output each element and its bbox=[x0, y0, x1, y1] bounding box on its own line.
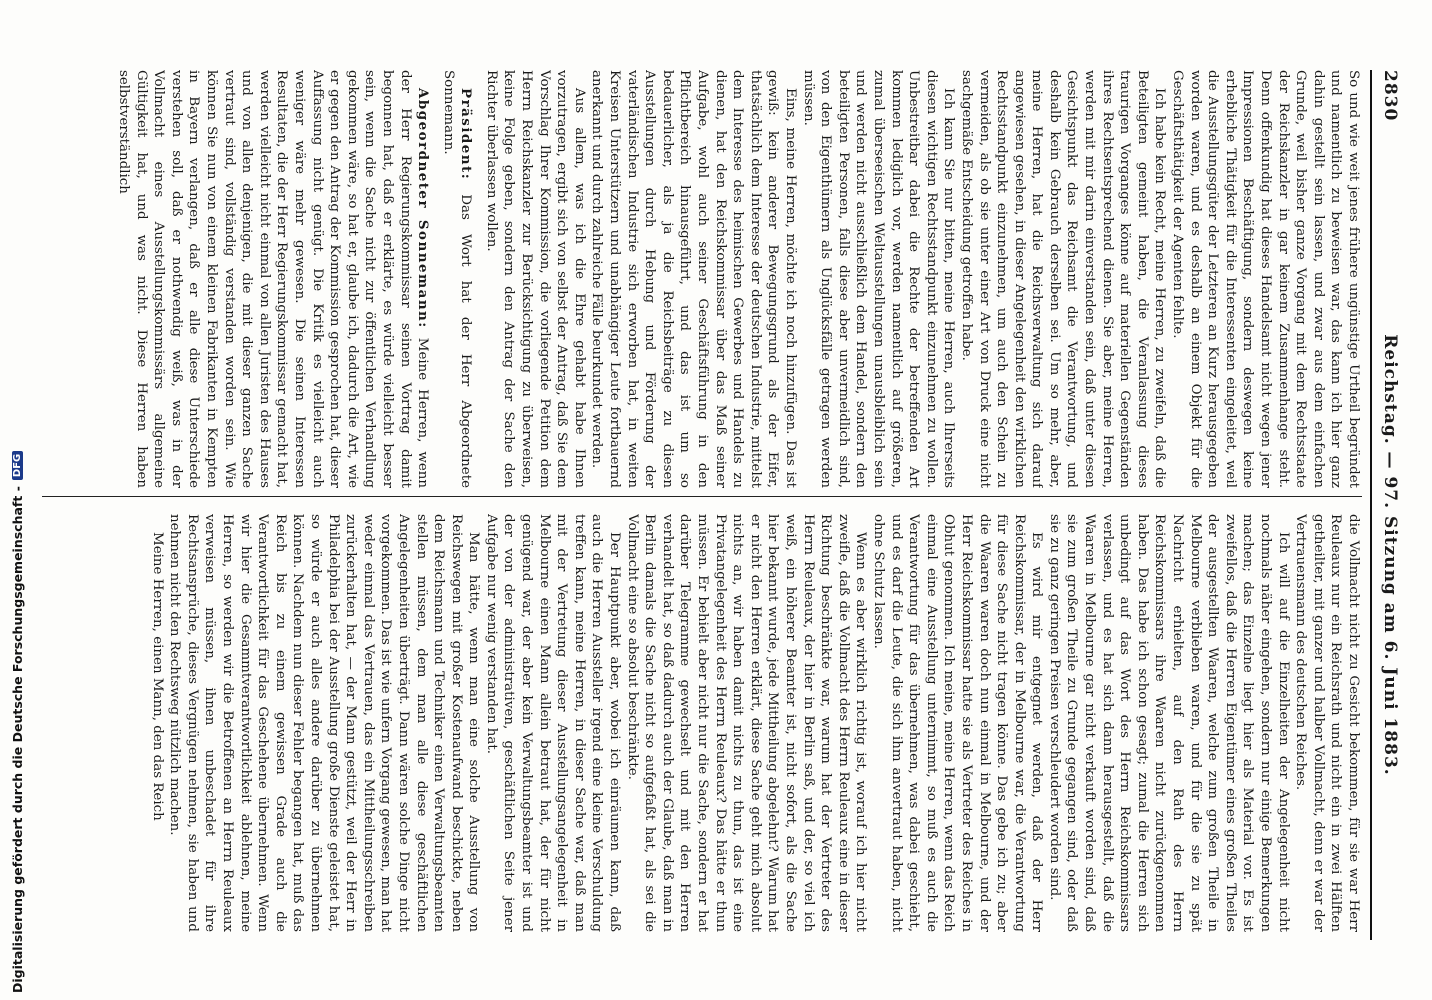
paragraph: Aus allem, was ich die Ehre gehabt habe Ihnen vorzutragen, ergibt sich von selbst der Antrag, daß Sie dem Vorschlag Ihrer Kommission, die vorliegende Petition dem Herrn Reichskanzler zur Berücksichtigung zu überweisen, keine Folge geben, sondern den Antrag der Sache den Richter überlassen wollen. bbox=[483, 70, 587, 488]
paragraph: Meine Herren, einen Mann, den das Reich bbox=[149, 532, 165, 821]
paragraph: Eins, meine Herren, möchte ich noch hinzufügen. Das ist gewiß: kein anderer Bewegungsgrund als der Eifer, thatsächlich dem Interesse der deutschen Industrie, mittelst dem Interesse des heimischen Gewerbes und Handels zu dienen, hat den Reichskommissar über das Maß seiner Aufgabe, wohl auch seiner Geschäftsführung in den Pflichtbereich hinausgeführt, und das ist um so bedauerlicher, als ja die Reichsbeiträge zu diesen Ausstellungen durch Hebung und Förderung der vaterländischen Industrie sich erworben hat, in weiten Kreisen Unterstützern und unabhängiger Leute fortbauernd anerkannt und durch zahlreiche Fälle beurkundet werden. bbox=[589, 70, 798, 488]
dfg-logo: DFG bbox=[12, 451, 23, 480]
president-remark: Präsident: Das Wort hat der Herr Abgeordnete Sonnemann. bbox=[440, 70, 475, 488]
paragraph: Es wird mir entgegnet werden, daß der Herr Reichskommissar, der in Melbourne war, die Verantwortung für diese Sache nicht tragen könne. Das gebe ich zu; aber die Waaren waren doch nun einmal in Melbourne, und der Herr Reichskommissar hatte sie als Vertreter des Reiches in Obhut genommen. Ich meine, meine Herren, wenn das Reich einmal eine Ausstellung unternimmt, so muß es auch die Verantwortung für das übernehmen, was dabei geschieht, und es darf die Leute, die sich ihm anvertraut haben, nicht ohne Schutz lassen. bbox=[870, 514, 1045, 932]
paragraph: Ich habe kein Recht, meine Herren, zu zweifeln, daß die Beteiligten gemeint haben, die Veranlassung dieses traurigen Vorganges könne auf materiellen Gegenständen ihres Rechtsentsprechend dienen. Sie aber, meine Herren, werden mit mir darin einverstanden sein, daß unter diesen Gesichtspunkt das Reichsamt die Verantwortung, und deshalb kein Gebrauch derselben sei. Um so mehr, aber, meine Herren, hat die Reichsverwaltung sich darauf angewiesen gesehen, in dieser Angelegenheit den wirklichen Rechtsstandpunkt einzunehmen, um auch den Schein zu vermeiden, als ob sie unter einer Art von Druck eine nicht sachgemäße Entscheidung getroffen habe. bbox=[958, 70, 1168, 488]
paragraph: Man hätte, wenn man eine solche Ausstellung von Reichswegen mit großer Kostenaufwand beschickte, neben dem Reichsmann und Techniker einen Verwaltungsbeamten stellen müssen, dem man alle diese geschäftlichen Angelegenheiten überträgt. Dann wären solche Dinge nicht vorgekommen. Das ist wie unfern Vorgang gewesen, man hat weder einmal das Vertrauen, das ein Mittheilungsschreiben zurückerhalten hat, — der Mann gestützt, weil der Herr in Philadelphia bei der Ausstellung große Dienste geleistet hat, so würde er auch alles andere darüber zu übernehmen können. Nachdem nun dieser Fehler begangen hat, muß das Reich bis zu einem gewissen Grade auch die Verantwortlichkeit für das Geschehene übernehmen. Wenn wir hier die Gesammtverantwortlichkeit ablehnen, meine Herren, so werden wir die Betroffenen an Herrn Reuleaux verweisen müssen, ihnen unbeschadet für ihre Rechtsansprüche, dieses Vergnügen nehmen, sie haben und nehmen nicht den Rechtsweg nützlich machen. bbox=[167, 514, 482, 932]
running-title: Reichstag. — 97. Sitzung am 6. Juni 1883. bbox=[1380, 334, 1400, 776]
header-rule bbox=[1370, 70, 1372, 940]
left-column bbox=[32, 70, 1362, 488]
paragraph: Ich kann Sie nur bitten, meine Herren, auch Ihrerseits diesen wichtigen Rechtsstandpunkt einzunehmen zu wollen. Unbestreitbar dabei die Rechte der betreffenden Art kommen lediglich vor, werden namentlich auf größeren, zumal überseeischen Weltausstellungen unausbleiblich sein und werden nicht ausschließlich dem Handel, sondern den beteiligten Personen, falls diese aber unvermeidlich sind, von den Eigenthümern als Unglücksfälle getragen werden müssen. bbox=[800, 70, 957, 488]
paragraph: Der Hauptpunkt aber, wobei ich einräumen kann, daß auch die Herren Aussteller irgend eine kleine Verschuldung treffen kann, meine Herren, in dieser Sache war, daß man mit der Vertretung dieser Ausstellungsangelegenheit in Melbourne einen Mann allein betraut hat, der für nicht genügend war, der aber kein Verwaltungsbeamter ist und der von der administrativen, geschäftlichen Seite jener Aufgabe nur wenig verstanden hat. bbox=[483, 514, 623, 932]
speech-sonnemann: Abgeordneter Sonnemann: Meine Herren, wenn der Herr Regierungskommissar seinen Vortrag damit begonnen hat, daß er erklärte, es würde vielleicht besser sein, wenn die Sache nicht zur öffentlichen Verhandlung gekommen wäre, so hat er, glaube ich, dadurch die Art, wie er gegen den Antrag der Kommission gesprochen hat, dieser Auffassung nicht genügt. Die Kritik es vielleicht auch weniger wäre mehr gewesen. Die seinen Interessen Resultaten, die der Herr Regierungskommissar gemacht hat, werden vielleicht nicht einmal von allen Juristen des Hauses und von allen denjenigen, die mit dieser ganzen Sache vertraut sind, vollständig verstanden worden sein. Wie können Sie nun von einem kleinen Fabrikanten in Kempten in Bayern verlangen, daß er alle diese Unterschiede verstehen soll, daß er nothwendig weiß, was in der Vollmacht eines Ausstellungskommissärs allgemeine Gültigkeit hat, und was nicht. Diese Herren haben selbstverständlich bbox=[116, 70, 432, 488]
digitization-credit bbox=[9, 13, 25, 993]
column-divider bbox=[42, 496, 1362, 497]
credit-text: Digitalisierung gefördert durch die Deutsche Forschungsgemeinschaft - bbox=[9, 486, 25, 993]
page-number: 2830 bbox=[1380, 70, 1400, 122]
paragraph: Ich will auf die Einzelheiten der Angelegenheit nicht nochmals näher eingehen, sondern nur einige Bemerkungen machen; das Einzelne liegt hier als Material vor. Es ist zweifellos, daß die Herren Eigentümer eines großen Theiles der ausgestellten Waaren, welche zum großen Theile in Melbourne verblieben waren, und für die sie zu spät Nachricht erhielten, auf den Rath des Herrn Reichskommissars ihre Waaren nicht zurückgenommen haben. Das habe ich schon gesagt; zumal die Herren sich unbedingt auf das Wort des Herrn Reichskommissars verlassen, und es hat sich dann herausgestellt, daß die Waaren in Melbourne gar nicht verkauft worden sind, daß sie zum großen Theile zu Grunde gegangen sind, oder daß sie zu ganz geringen Preisen verschleudert worden sind. bbox=[1046, 514, 1291, 932]
paragraph: Wenn es aber wirklich richtig ist, worauf ich hier nicht zweifle, daß die Vollmacht des Herrn Reuleaux eine in dieser Richtung beschränkte war, warum hat der Vertreter des Herrn Reuleaux, der hier in Berlin saß, und der, so viel ich weiß, ein höherer Beamter ist, nicht sofort, als die Sache hier bekannt wurde, jede Mittheilung abgelehnt? Warum hat er nicht den Herren erklärt, diese Sache geht mich absolut nichts an, wir haben damit nichts zu thun, das ist eine Privatangelegenheit des Herrn Reuleaux? Das hätte er thun müssen. Er behielt aber nicht nur die Sache, sondern er hat darüber Telegramme gewechselt und mit den Herren verhandelt hat, so daß dadurch auch der Glaube, daß man in Berlin damals die Sache nicht so aufgefaßt hat, als sei die Vollmacht eine so absolut beschränkte. bbox=[624, 514, 869, 932]
page-header bbox=[1374, 70, 1404, 940]
speaker-label: Abgeordneter Sonnemann: bbox=[415, 88, 432, 329]
paragraph: So und wie weit jenes frühere ungünstige Urtheil begründet und namentlich zu beweisen war, das kann ich hier ganz dahin gestellt sein lassen, und zwar aus dem einfachen Grunde, weil bisher ganze Vorgang mit dem Rechtsstaate der Reichskanzler in gar keinem Zusammenhange steht. Denn offenkundig hat dieses Handelsamt nicht wegen jener Impressionen Beschäftigung, sondern deswegen keine erhebliche Thätigkeit für die Interessenten eingeleitet, weil die Ausstellungsgüter der Letzteren an Kurz herausgegeben worden waren, und es deshalb an einem Objekt für die Geschäftsthätigkeit der Agenten fehlte. bbox=[1170, 70, 1361, 488]
paragraph: die Vollmacht nicht zu Gesicht bekommen, für sie war Herr Reuleaux nur ein Reichsrath und nicht ein in zwei Hälften getheilter, mit ganzer und halber Vollmacht, denn er war der Vertrauensmann des deutschen Reiches. bbox=[1293, 514, 1361, 932]
speaker-label: Präsident: bbox=[458, 88, 475, 181]
right-column bbox=[32, 514, 1362, 932]
